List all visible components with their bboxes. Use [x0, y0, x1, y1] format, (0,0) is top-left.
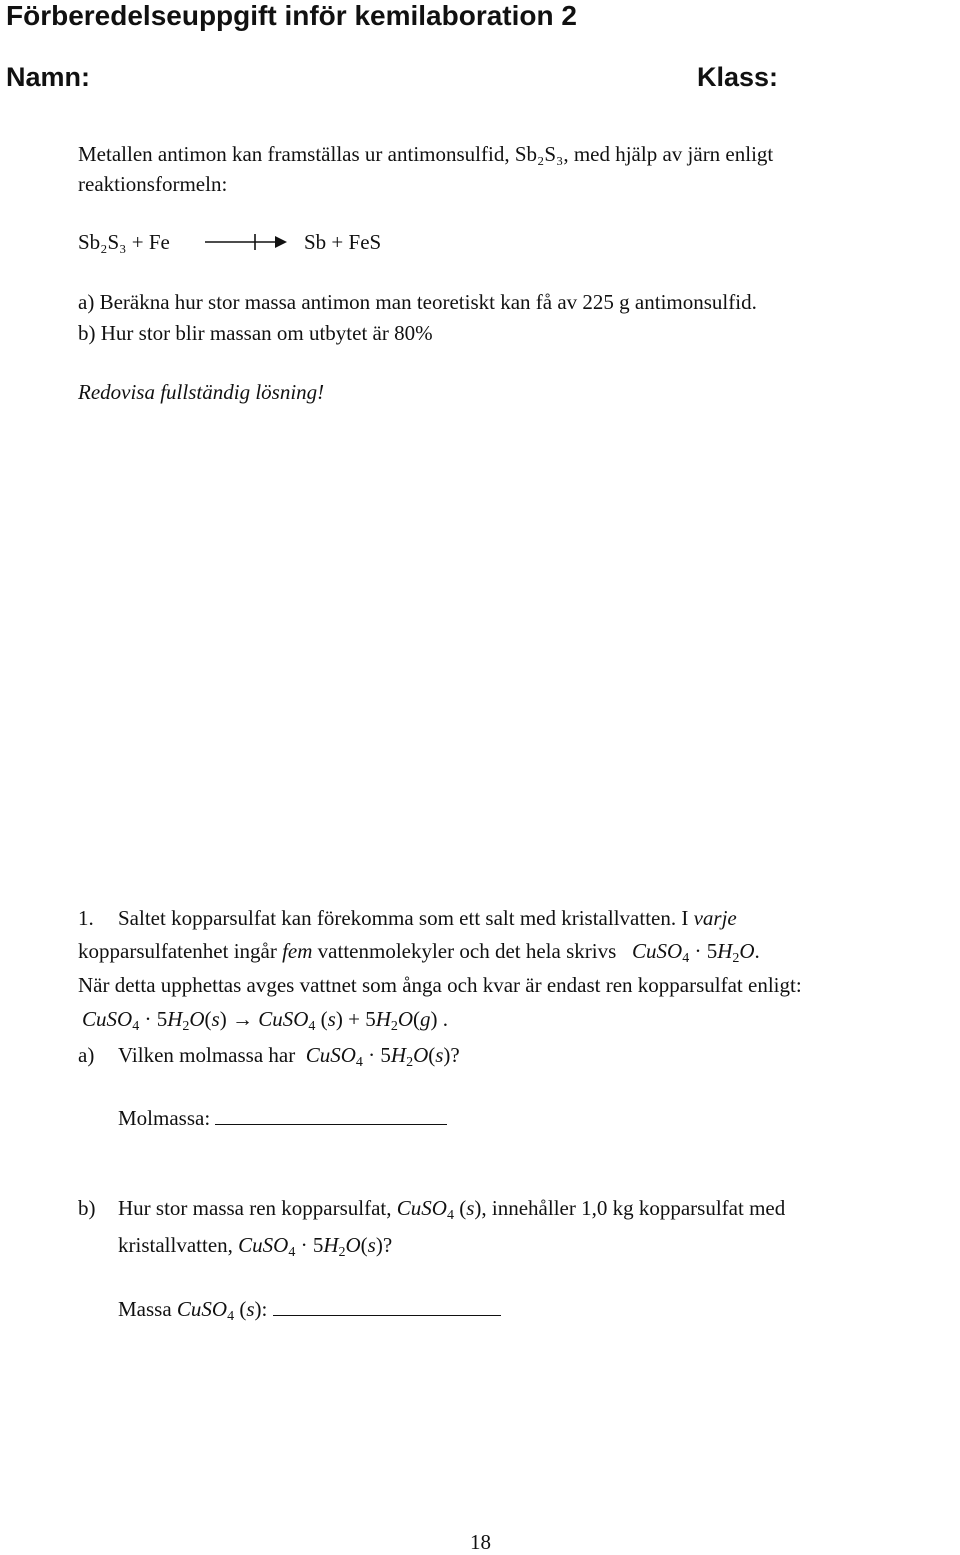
page-title: Förberedelseuppgift inför kemilaboration 2 — [6, 0, 577, 31]
reaction-right: Sb + FeS — [304, 230, 382, 254]
problem-line-1-text: Saltet kopparsulfat kan förekomma som ett salt med kristallvatten. I — [118, 906, 694, 930]
formula-b-1: CuSO$_4$ (s) — [396, 1196, 482, 1223]
reaction-arrow-icon — [205, 230, 287, 254]
intro-line-2: reaktionsformeln: — [78, 172, 228, 196]
problem-line-2-text-b: vattenmolekyler och det hela skrivs — [312, 939, 617, 963]
question-b-line-2 — [118, 1233, 392, 1261]
problem-line-2-italic: fem — [282, 939, 313, 963]
class-label: Klass: — [697, 62, 779, 92]
molmassa-answer — [118, 1106, 447, 1131]
question-b-line-1 — [118, 1196, 785, 1224]
question-a-text: Vilken molmassa har — [118, 1043, 296, 1067]
question-b-text-c: kristallvatten, — [118, 1233, 233, 1257]
question-a — [118, 1043, 460, 1071]
name-label: Namn: — [6, 62, 91, 92]
massa-label: Massa — [118, 1297, 172, 1321]
solution-note: Redovisa fullständig lösning! — [78, 380, 325, 404]
question-b-label: b) — [78, 1196, 96, 1220]
problem-number: 1. — [78, 906, 94, 930]
problem-line-2-text-a: kopparsulfatenhet ingår — [78, 939, 283, 963]
formula-reaction: CuSO$_4$ · $5H_2O(s)$ → CuSO$_4$ $(s) + 5H_2O(g)$ . — [82, 1007, 449, 1034]
reaction-left: Sb₂S₃ + Fe — [78, 230, 170, 254]
page-number: 18 — [470, 1530, 491, 1554]
formula-hydrate: CuSO$_4$ · $5H_2O$. — [632, 939, 760, 966]
problem-line-1-italic: varje — [693, 906, 737, 930]
problem-line-2 — [78, 939, 760, 967]
question-b-text-a: Hur stor massa ren kopparsulfat, — [118, 1196, 392, 1220]
task-a: a) Beräkna hur stor massa antimon man teoretiskt kan få av 225 g antimonsulfid. — [78, 290, 757, 314]
intro-line-1: Metallen antimon kan framställas ur antimonsulfid, Sb₂S₃, med hjälp av järn enligt — [78, 142, 774, 166]
problem-line-3: När detta upphettas avges vattnet som ånga och kvar är endast ren kopparsulfat enligt: — [78, 973, 802, 997]
molmassa-answer-blank[interactable] — [215, 1106, 447, 1125]
problem-line-1 — [118, 906, 737, 931]
massa-answer — [118, 1297, 501, 1325]
question-b-text-b: , innehåller 1,0 kg kopparsulfat med — [481, 1196, 786, 1220]
formula-b-2: CuSO$_4$ · $5H_2O(s)$? — [238, 1233, 393, 1260]
task-b: b) Hur stor blir massan om utbytet är 80% — [78, 321, 433, 345]
formula-massa: CuSO$_4$ (s): — [176, 1297, 268, 1324]
formula-a: CuSO$_4$ · $5H_2O(s)$? — [305, 1043, 460, 1070]
molmassa-label: Molmassa: — [118, 1106, 211, 1130]
massa-answer-blank[interactable] — [273, 1297, 501, 1316]
question-a-label: a) — [78, 1043, 95, 1067]
